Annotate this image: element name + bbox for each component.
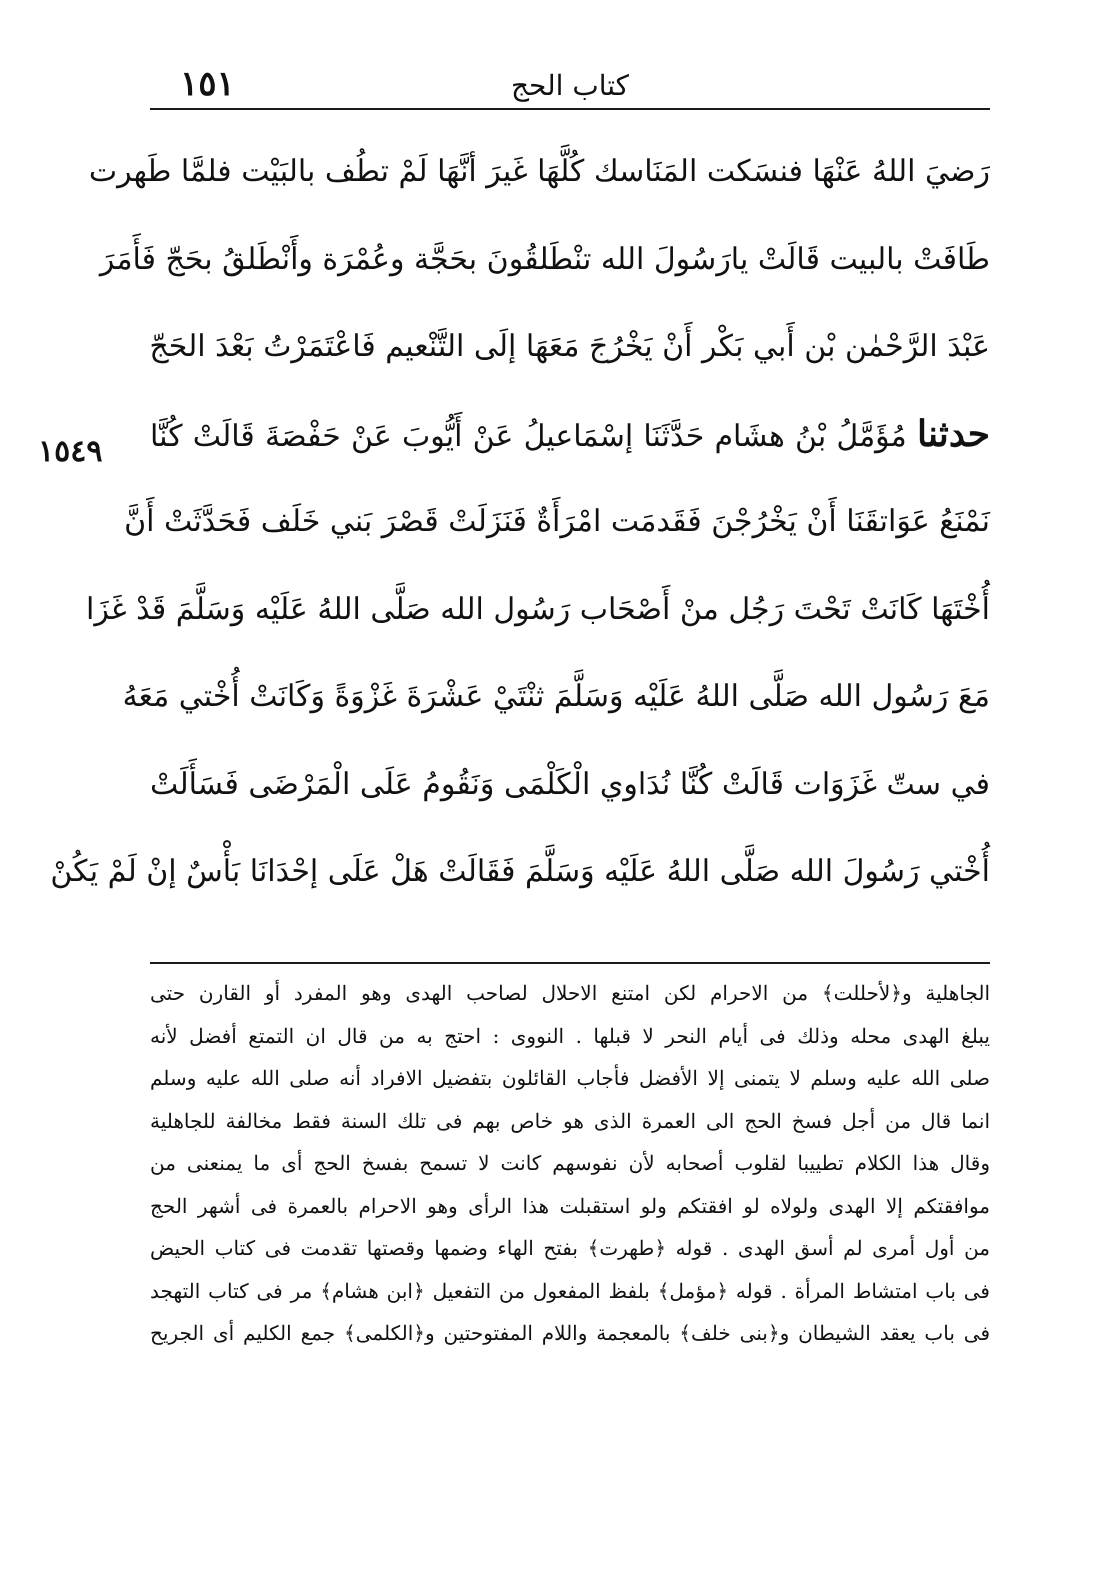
main-line-6: أُخْتَهَا كَانَتْ تَحْتَ رَجُل منْ أَصْحَاب رَسُول الله صَلَّى اللهُ عَلَيْه وَسَلَّمَ قَدْ غَزَا bbox=[86, 591, 990, 627]
main-line-8: في ستّ غَزَوَات قَالَتْ كُنَّا نُدَاوي الْكَلْمَى وَنَقُومُ عَلَى الْمَرْضَى فَسَأَلَتْ bbox=[150, 766, 990, 802]
main-line-2: طَافَتْ بالبيت قَالَتْ يارَسُولَ الله تنْطَلقُونَ بحَجَّة وعُمْرَة وأَنْطَلقُ بحَجّ فَأَمَرَ bbox=[99, 241, 990, 277]
footnote-line-9: فى باب يعقد الشيطان و﴿بنى خلف﴾ بالمعجمة واللام المفتوحتين و﴿الكلمى﴾ جمع الكليم أى الجريح bbox=[150, 1321, 990, 1345]
footnote-line-5: وقال هذا الكلام تطييبا لقلوب أصحابه لأن نفوسهم كانت لا تسمح بفسخ الحج أى ما يمنعنى من bbox=[150, 1151, 990, 1175]
main-line-1: رَضيَ اللهُ عَنْهَا فنسَكت المَنَاسك كُلَّهَا غَيرَ أنَّهَا لَمْ تطُف بالبَيْت فلمَّا طَهرت bbox=[88, 154, 990, 189]
main-line-4 bbox=[150, 391, 990, 479]
footnote-line-6: موافقتكم إلا الهدى ولولاه لو افقتكم ولو استقبلت هذا الرأى وهو الاحرام بالعمرة فى أشهر الحج bbox=[150, 1193, 990, 1218]
footnote-line-7: من أول أمرى لم أسق الهدى . قوله ﴿طهرت﴾ بفتح الهاء وضمها وقصتها تقدمت فى كتاب الحيض bbox=[150, 1236, 990, 1260]
footnote-line-3: صلى الله عليه وسلم لا يتمنى إلا الأفضل فأجاب القائلون بتفضيل الافراد أنه صلى الله عليه وسلم bbox=[150, 1066, 990, 1090]
main-line-4-text: مُؤَمَّلُ بْنُ هشَام حَدَّثَنَا إسْمَاعيلُ عَنْ أَيُّوبَ عَنْ حَفْصَةَ قَالَتْ كُنَّا bbox=[150, 418, 907, 454]
page-header bbox=[150, 62, 990, 106]
main-line-3: عَبْدَ الرَّحْمٰن بْن أَبي بَكْر أَنْ يَخْرُجَ مَعَهَا إلَى التَّنْعيم فَاعْتَمَرْتُ بَعْدَ الحَجّ bbox=[149, 329, 990, 364]
main-line-9: أُخْتي رَسُولَ الله صَلَّى اللهُ عَلَيْه وَسَلَّمَ فَقَالَتْ هَلْ عَلَى إحْدَانَا بَأْسٌ إنْ لَمْ يَكُنْ bbox=[50, 854, 990, 889]
hadith-number: ١٥٤٩ bbox=[38, 434, 103, 469]
footnote-line-4: انما قال من أجل فسخ الحج الى العمرة الذى هو خاص بهم فى تلك السنة فقط مخالفة للجاهلية bbox=[150, 1108, 990, 1133]
hadith-marker: حدثنا bbox=[916, 412, 990, 455]
page-number: ١٥١ bbox=[180, 64, 235, 104]
main-line-5: نَمْنَعُ عَوَاتقَنَا أَنْ يَخْرُجْنَ فَقَدمَت امْرَأَةٌ فَنَزَلَتْ قَصْرَ بَني خَلَف فَحَدَّثَتْ أَنَّ bbox=[124, 504, 990, 539]
footnote-line-2: يبلغ الهدى محله وذلك فى أيام النحر لا قبلها . النووى : احتج به من قال ان التمتع أفضل لأنه bbox=[150, 1023, 990, 1048]
main-line-7: مَعَ رَسُول الله صَلَّى اللهُ عَلَيْه وَسَلَّمَ ثنْتَيْ عَشْرَةَ غَزْوَةً وَكَانَتْ أُخْتي مَعَهُ bbox=[122, 679, 990, 714]
footnotes bbox=[150, 972, 990, 1355]
footnote-line-1: الجاهلية و﴿لأحللت﴾ من الاحرام لكن امتنع الاحلال لصاحب الهدى وهو المفرد أو القارن حتى bbox=[150, 981, 990, 1005]
book-title: كتاب الحج bbox=[510, 69, 630, 102]
footnote-line-8: فى باب امتشاط المرأة . قوله ﴿مؤمل﴾ بلفظ المفعول من التفعيل ﴿ابن هشام﴾ مر فى كتاب التهجد bbox=[150, 1278, 990, 1303]
header-divider bbox=[150, 108, 990, 110]
footnote-divider bbox=[150, 962, 990, 964]
